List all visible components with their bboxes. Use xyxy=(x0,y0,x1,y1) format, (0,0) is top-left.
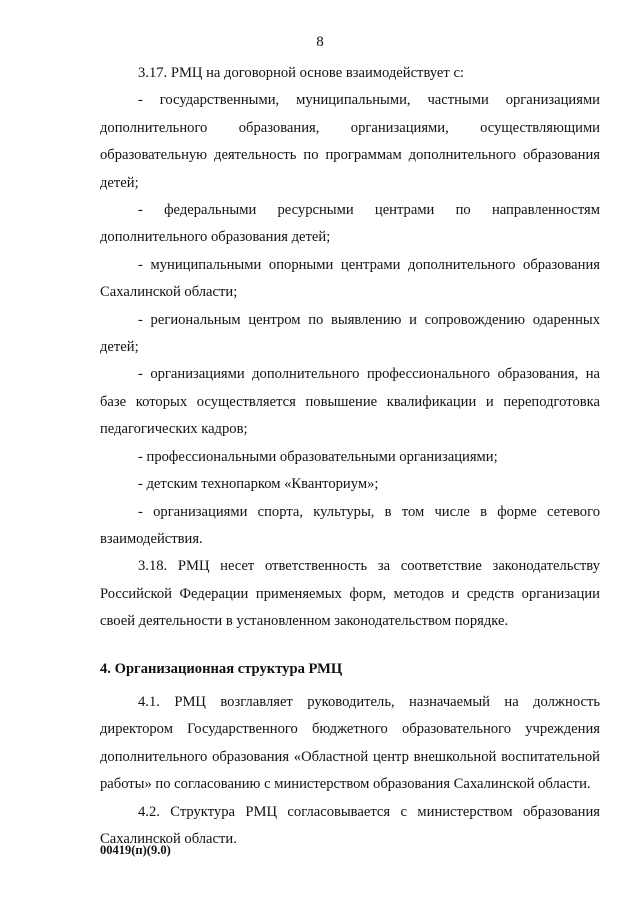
list-item-regional-center: - региональным центром по выявлению и сопровождению одаренных детей; xyxy=(100,311,600,356)
paragraph-3-17: 3.17. РМЦ на договорной основе взаимодействует с: xyxy=(138,65,464,81)
list-item-vocational-organizations: - профессиональными образовательными организациями; xyxy=(138,448,498,465)
list-item-sport-culture: - организациями спорта, культуры, в том числе в форме сетевого взаимодействия. xyxy=(100,503,600,547)
list-item-municipal-centers: - муниципальными опорными центрами дополнительного образования Сахалинской области; xyxy=(100,256,600,301)
section-heading: 4. Организационная структура РМЦ xyxy=(100,660,343,677)
page-number: 8 xyxy=(316,34,324,50)
paragraph-4-1: 4.1. РМЦ возглавляет руководитель, назначаемый на должность директором Государственного бюджетного образовательного учреждения дополнительного образования «Областной центр внешкольной воспитательной работы» по согласованию с министерством образования Сахалинской области. xyxy=(100,693,600,793)
paragraph-4-2: 4.2. Структура РМЦ согласовывается с министерством образования Сахалинской области. xyxy=(100,803,600,847)
list-item-federal-centers: - федеральными ресурсными центрами по направленностям дополнительного образования детей; xyxy=(100,202,600,246)
list-item-state-organizations: - государственными, муниципальными, частными организациями дополнительного образования, организациями, осуществляющими образовательную деятельность по программам дополнительного образования детей; xyxy=(100,92,600,191)
list-item-professional-education: - организациями дополнительного профессионального образования, на базе которых осуществляется повышение квалификации и переподготовка педагогических кадров; xyxy=(100,366,600,438)
list-item-kvantorium: - детским технопарком «Кванториум»; xyxy=(138,476,379,493)
paragraph-3-18: 3.18. РМЦ несет ответственность за соответствие законодательству Российской Федерации применяемых форм, методов и средств организации своей деятельности в установленном законодательством порядке. xyxy=(100,558,600,630)
document-body xyxy=(100,60,600,853)
footer-document-code: 00419(п)(9.0) xyxy=(100,843,171,857)
